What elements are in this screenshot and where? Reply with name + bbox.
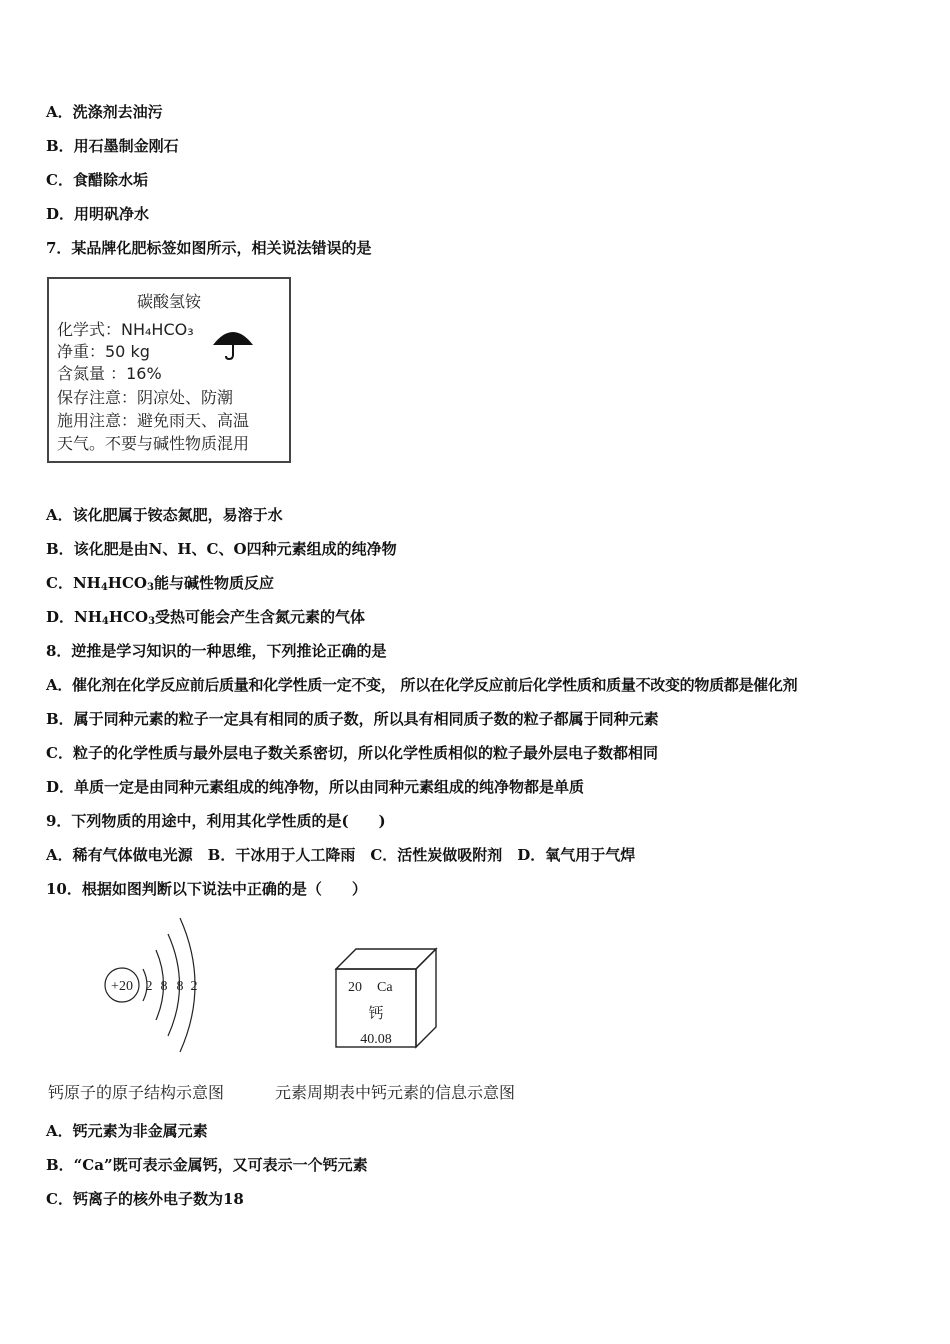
q10-stem: 10．根据如图判断以下说法中正确的是（ ）: [46, 880, 367, 898]
calcium-element-card: [330, 943, 442, 1053]
nucleus-charge: +20: [111, 979, 133, 994]
q9-stem: 9．下列物质的用途中，利用其化学性质的是( ): [46, 812, 386, 830]
q8-option-d: D．单质一定是由同种元素组成的纯净物，所以由同种元素组成的纯净物都是单质: [46, 778, 585, 796]
element-mass: 40.08: [360, 1032, 392, 1047]
q6-option-c: C．食醋除水垢: [46, 171, 148, 189]
label-formula-text: NH₄HCO₃: [121, 320, 194, 339]
q7-option-a: A．该化肥属于铵态氮肥，易溶于水: [46, 506, 283, 524]
umbrella-icon: [209, 325, 257, 361]
q6-option-b: B．用石墨制金刚石: [46, 137, 179, 155]
label-formula: 化学式：NH₄HCO₃: [57, 320, 194, 339]
label-usage-2: 天气。不要与碱性物质混用: [57, 434, 250, 453]
caption-periodic-table: 元素周期表中钙元素的信息示意图: [275, 1083, 516, 1102]
q7-option-b: B．该化肥是由N、H、C、O四种元素组成的纯净物: [46, 540, 397, 558]
label-usage-1: 施用注意：避免雨天、高温: [57, 411, 250, 430]
q7-option-d: D．$NH_4HCO_3$受热可能会产生含氮元素的气体: [46, 608, 366, 627]
calcium-atom-diagram: [96, 912, 216, 1058]
label-nitrogen: 含氮量 ：16%: [57, 364, 162, 383]
q10-option-b: B．“Ca”既可表示金属钙，又可表示一个钙元素: [46, 1156, 368, 1174]
q8-stem: 8．逆推是学习知识的一种思维，下列推论正确的是: [46, 642, 387, 660]
label-net-weight: 净重：50 kg: [57, 342, 150, 361]
q10-option-a: A．钙元素为非金属元素: [46, 1122, 208, 1140]
q7-option-c: C．$NH_4HCO_3$能与碱性物质反应: [46, 574, 274, 593]
element-number: 20: [348, 980, 362, 995]
label-title: 碳酸氢铵: [136, 292, 201, 311]
shell-1-electrons: 2: [145, 979, 153, 994]
shell-2-electrons: 8: [160, 979, 168, 994]
q10-option-c: C．钙离子的核外电子数为18: [46, 1190, 244, 1208]
q9-options: A．稀有气体做电光源 B．干冰用于人工降雨 C．活性炭做吸附剂 D．氧气用于气焊: [46, 846, 636, 864]
q8-option-a: A．催化剂在化学反应前后质量和化学性质一定不变， 所以在化学反应前后化学性质和质量不改变的物质都是催化剂: [46, 676, 798, 694]
q6-option-d: D．用明矾净水: [46, 205, 150, 223]
element-symbol: Ca: [377, 980, 393, 995]
fertilizer-label: [47, 277, 291, 463]
q6-option-a: A．洗涤剂去油污: [46, 103, 163, 121]
q7-stem: 7．某品牌化肥标签如图所示，相关说法错误的是: [46, 239, 372, 257]
element-name: 钙: [368, 1004, 384, 1022]
shell-4-electrons: 2: [190, 979, 198, 994]
label-storage: 保存注意：阴凉处、防潮: [57, 388, 234, 407]
caption-atom-structure: 钙原子的原子结构示意图: [48, 1083, 225, 1102]
q8-option-c: C．粒子的化学性质与最外层电子数关系密切，所以化学性质相似的粒子最外层电子数都相同: [46, 744, 658, 762]
shell-3-electrons: 8: [176, 979, 184, 994]
q8-option-b: B．属于同种元素的粒子一定具有相同的质子数，所以具有相同质子数的粒子都属于同种元素: [46, 710, 659, 728]
